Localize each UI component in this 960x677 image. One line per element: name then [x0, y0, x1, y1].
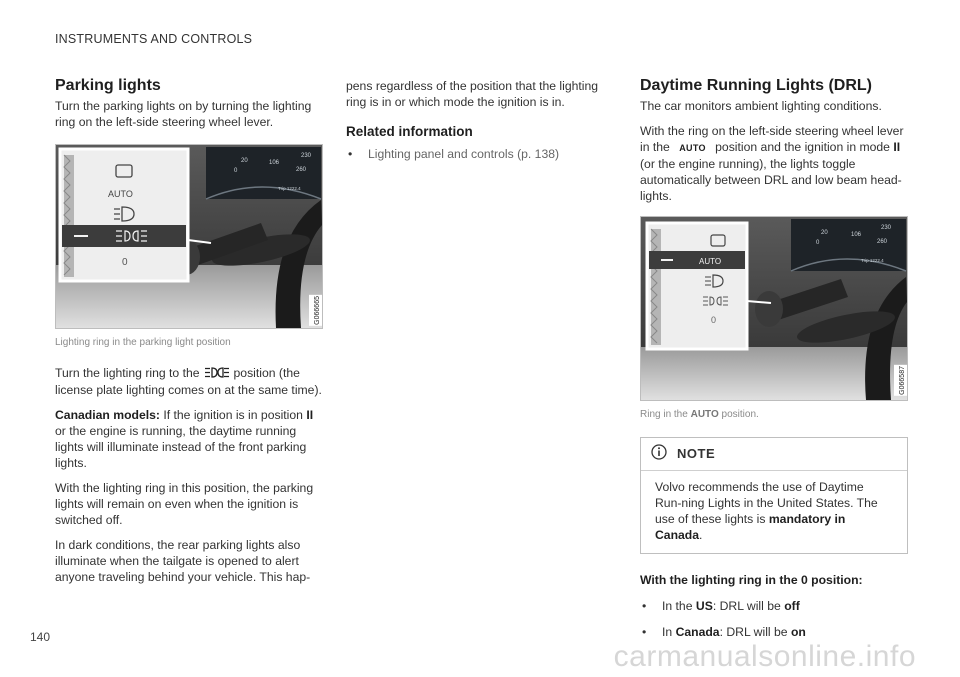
figure-auto-position: [640, 216, 908, 401]
list-item: • In the US: DRL will be off: [642, 599, 800, 613]
column-drl: [640, 78, 908, 650]
ring-auto-label: AUTO: [699, 257, 722, 266]
related-link-lighting-panel[interactable]: Lighting panel and controls (p. 138): [368, 147, 560, 161]
drl-paragraph-2: With the ring on the left-side steering wheel lever in the AUTO position and the ignition in mode II (or the engine running), the lights toggle automatically between DRL and low beam head-lights.: [640, 124, 904, 203]
figure-parking-light-position: [55, 144, 323, 329]
gauge-number: 20: [821, 230, 828, 236]
watermark: carmanualsonline.info: [613, 640, 916, 673]
gauge-number: 106: [851, 232, 862, 238]
auto-inline-label: AUTO: [679, 143, 706, 153]
parking-light-icon: [204, 366, 230, 382]
gauge-number: 0: [816, 240, 820, 246]
related-link-item[interactable]: [346, 146, 606, 162]
auto-position-photo: [641, 217, 907, 400]
trip-readout: Trip 1222.4: [861, 258, 884, 263]
note-text: Volvo recommends the use of Daytime Run-ning Lights in the United States. The use of these lights is mandatory in Canada.: [655, 480, 878, 542]
column-parking-lights: [55, 78, 323, 594]
related-information-heading: Related information: [346, 124, 473, 139]
drl-sub-heading: With the lighting ring in the 0 position:: [640, 573, 863, 587]
page-number: 140: [30, 630, 51, 644]
drl-paragraph-1: The car monitors ambient lighting conditions.: [640, 99, 882, 113]
ring-zero-label: 0: [711, 315, 717, 325]
parking-lights-intro: Turn the parking lights on by turning the lighting ring on the left-side steering wheel lever.: [55, 99, 312, 129]
note-label: NOTE: [677, 446, 716, 461]
bullet: •: [642, 599, 647, 613]
parking-lights-paragraph-2: Canadian models: If the ignition is in position II or the engine is running, the daytime running lights will illuminate instead of the front parking lights.: [55, 407, 314, 470]
figure-caption: Lighting ring in the parking light position: [55, 337, 231, 348]
photo-code: G066665: [309, 295, 323, 326]
note-box: [640, 437, 908, 554]
bullet: •: [348, 147, 353, 161]
section-title-parking-lights: Parking lights: [55, 77, 161, 94]
gauge-number: 20: [241, 158, 248, 164]
trip-readout: Trip 1222.4: [278, 186, 301, 191]
figure-caption: Ring in the AUTO position.: [640, 409, 759, 420]
gauge-number: 230: [301, 153, 312, 159]
gauge-number: 106: [269, 160, 280, 166]
list-item: • In Canada: DRL will be on: [642, 625, 806, 639]
gauge-number: 260: [296, 167, 307, 173]
gauge-number: 0: [234, 168, 238, 174]
info-icon: [651, 444, 667, 464]
ring-zero-label: 0: [122, 257, 128, 268]
photo-code: G066587: [894, 365, 908, 396]
gauge-number: 260: [877, 239, 888, 245]
column-continuation: [346, 78, 606, 172]
section-title-drl: Daytime Running Lights (DRL): [640, 77, 872, 94]
bullet: •: [642, 625, 647, 639]
page-header: INSTRUMENTS AND CONTROLS: [55, 32, 253, 46]
ring-auto-label: AUTO: [108, 189, 133, 199]
continuation-paragraph: pens regardless of the position that the lighting ring is in or which mode the ignition is in.: [346, 79, 599, 109]
gauge-number: 230: [881, 225, 892, 231]
parking-lights-paragraph-4: In dark conditions, the rear parking lights also illuminate when the tailgate is opened to alert anyone traveling behind your vehicle. This hap-: [55, 537, 311, 584]
parking-light-photo: [56, 145, 322, 328]
note-header: [641, 438, 907, 471]
parking-lights-paragraph-3: With the lighting ring in this position, the parking lights will remain on even when the ignition is switched off.: [55, 480, 314, 527]
parking-lights-paragraph-1: Turn the lighting ring to the position (the license plate lighting comes on at the same time).: [55, 366, 322, 397]
